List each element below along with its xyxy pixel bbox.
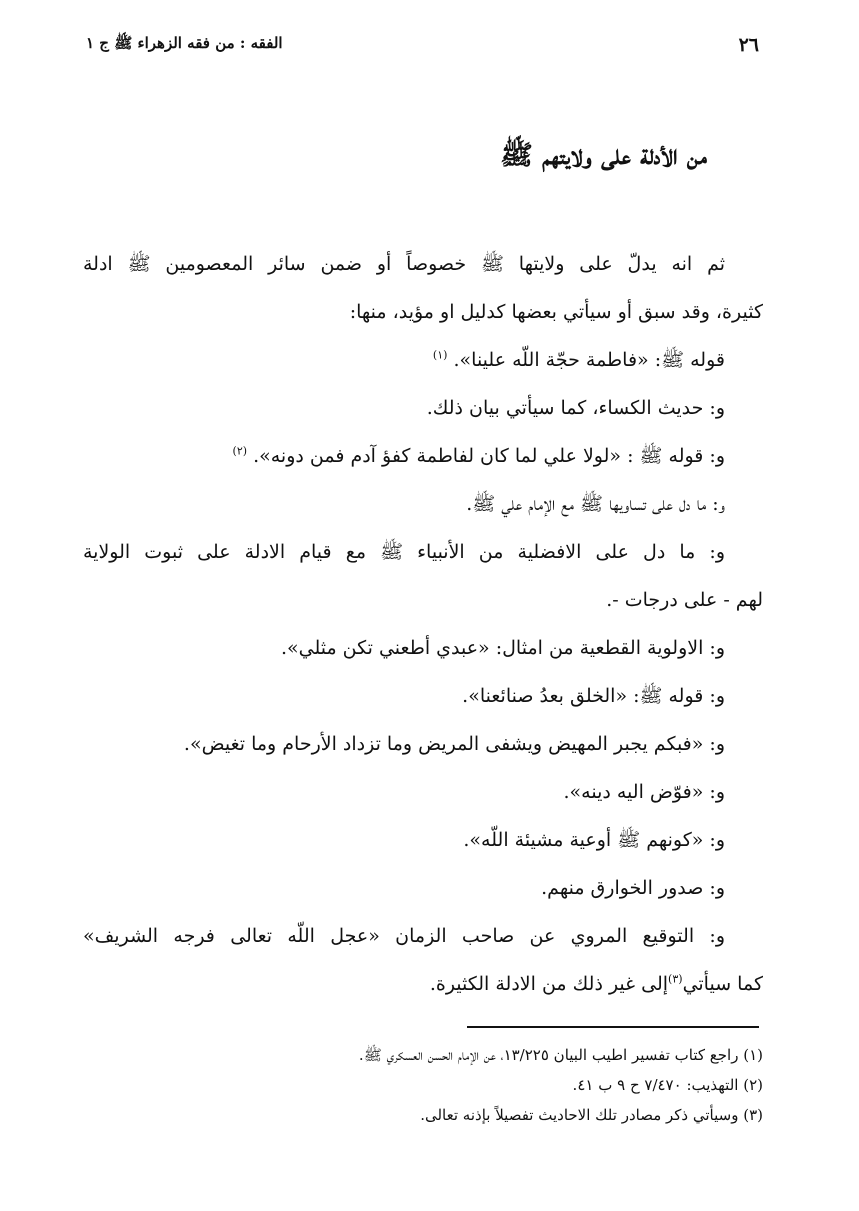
list-item: و: ما دل على تساويها ﷺ مع الإمام علي ﷺ. [466,493,725,515]
footnote: (٢) التهذيب: ٧/٤٧٠ ح ٩ ب ٤١. [572,1076,763,1094]
list-item: و: صدور الخوارق منهم. [541,877,725,899]
list-item: و: «فوّض اليه دينه». [563,781,725,803]
list-item-continuation [83,960,763,1008]
footnote-marker: (٣) [668,972,683,986]
footnotes [83,1040,763,1130]
footnote-divider [467,1026,759,1028]
body-text [83,240,763,1008]
list-item-text: كما سيأتي [682,973,763,995]
list-item-continuation: لهم - على درجات -. [606,589,763,611]
list-item: و: التوقيع المروي عن صاحب الزمان «عجل اللّه تعالى فرجه الشريف» [83,925,725,947]
list-item-text: قوله ﷺ: «فاطمة حجّة اللّه علينا». [453,349,725,371]
page-number: ٢٦ [738,34,759,56]
list-item-text: إلى غير ذلك من الادلة الكثيرة. [429,973,669,995]
page-header [86,30,759,60]
list-item: و: «فبكم يجبر المهيض ويشفى المريض وما تزداد الأرحام وما تغيض». [183,733,725,755]
list-item: و: «كونهم ﷺ أوعية مشيئة اللّه». [463,829,725,851]
list-item: و: قوله ﷺ: «الخلق بعدُ صنائعنا». [462,685,725,707]
list-item [83,336,763,384]
list-item-text: و: قوله ﷺ : «لولا علي لما كان لفاطمة كفؤ آدم فمن دونه». [253,445,725,467]
paragraph-line: كثيرة، وقد سبق أو سيأتي بعضها كدليل او مؤيد، منها: [349,301,763,323]
list-item [83,432,763,480]
footnote-marker: (٢) [232,444,248,458]
list-item: و: ما دل على الافضلية من الأنبياء ﷺ مع قيام الادلة على ثبوت الولاية [83,541,725,563]
running-title: الفقه : من فقه الزهراء ﷺ ج ١ [86,34,283,52]
footnote-marker: (١) [432,348,448,362]
list-item: و: الاولوية القطعية من امثال: «عبدي أطعني تكن مثلي». [280,637,725,659]
section-title: من الأدلة على ولايتهم ﷺ [500,140,707,171]
paragraph-line: ثم انه يدلّ على ولايتها ﷺ خصوصاً أو ضمن سائر المعصومين ﷺ ادلة [83,253,725,275]
footnote: (١) راجع كتاب تفسير اطيب البيان ١٣/٢٢٥، عن الإمام الحسن العسكري ﷺ. [358,1046,763,1064]
footnote: (٣) وسيأتي ذكر مصادر تلك الاحاديث تفصيلاً بإذنه تعالى. [420,1106,763,1124]
list-item: و: حديث الكساء، كما سيأتي بيان ذلك. [426,397,725,419]
